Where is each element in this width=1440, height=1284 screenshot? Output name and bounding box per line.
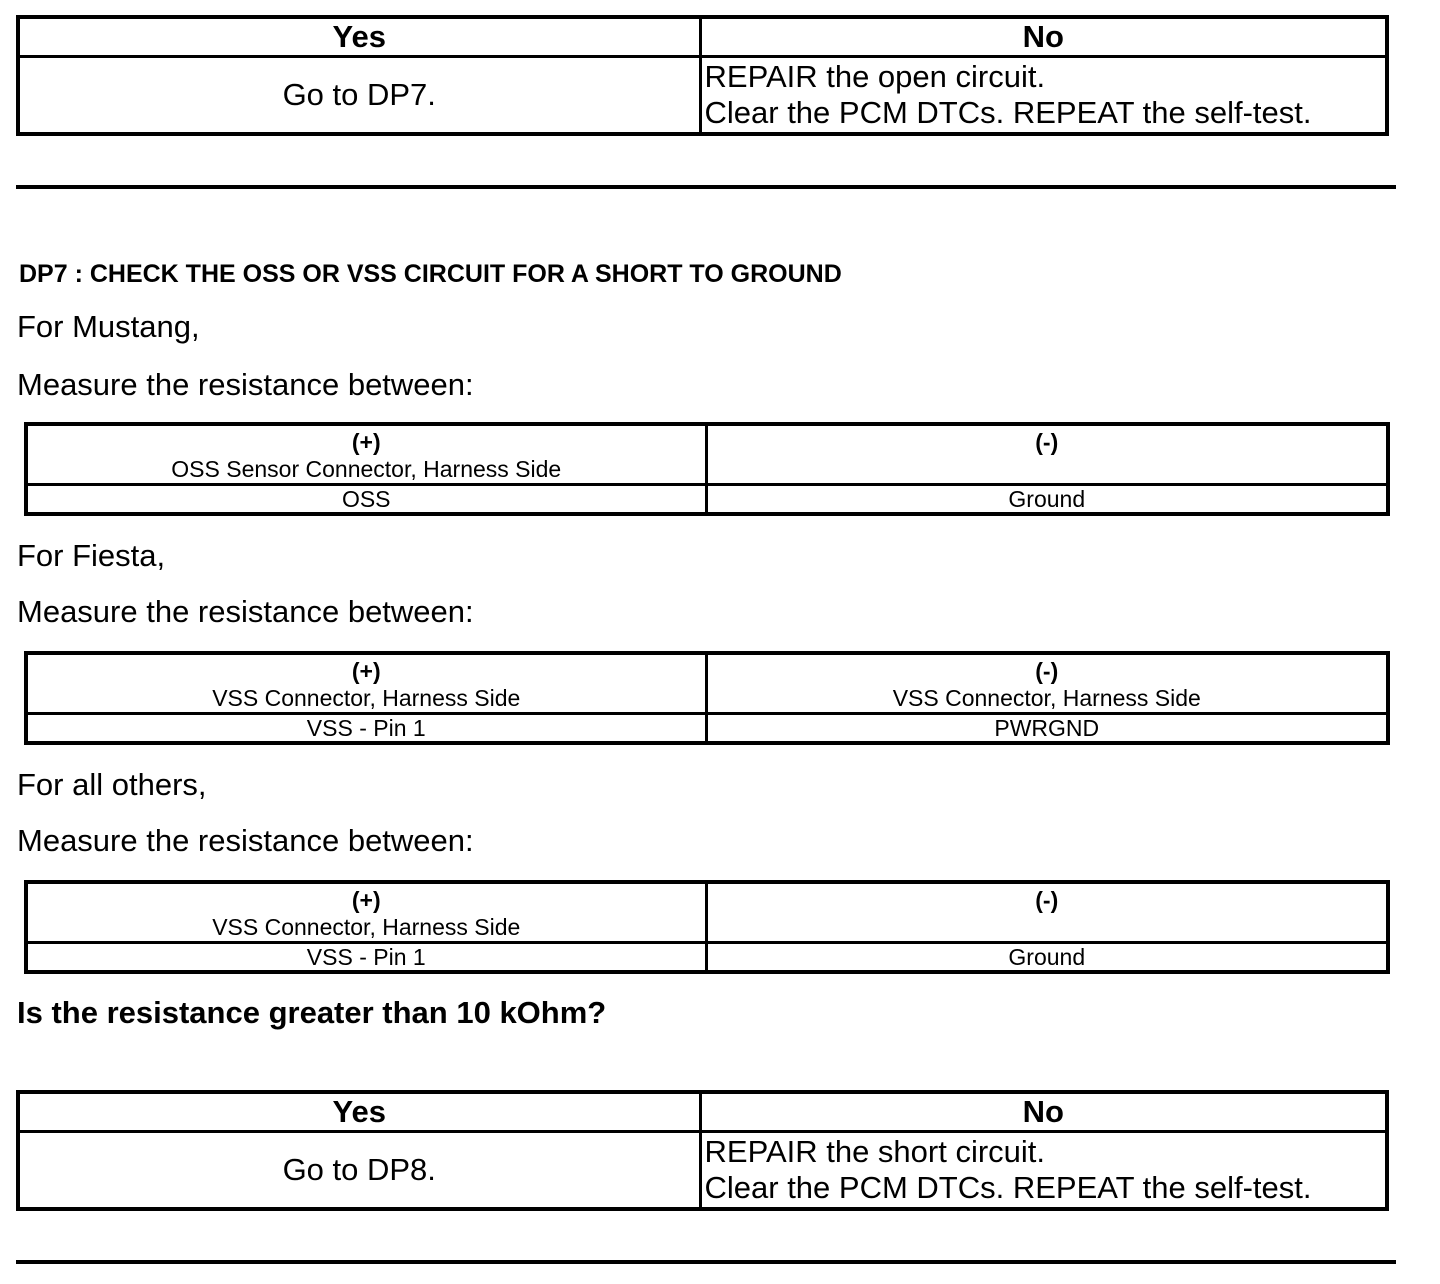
minus-connector: VSS Connector, Harness Side [892, 685, 1201, 711]
measurement-header-row [26, 424, 1388, 485]
no-action-line-2: Clear the PCM DTCs. REPEAT the self-test. [704, 1170, 1312, 1205]
no-header: No [700, 1092, 1387, 1132]
mustang-intro: For Mustang, [17, 309, 200, 344]
fiesta-measurement-table [24, 651, 1390, 745]
plus-probe-header [26, 653, 706, 714]
no-action-line-1: REPAIR the short circuit. [704, 1134, 1046, 1169]
plus-value: VSS - Pin 1 [26, 714, 706, 744]
minus-value: Ground [706, 485, 1388, 515]
plus-probe-header [26, 882, 706, 943]
minus-probe-header [706, 424, 1388, 485]
section-divider [16, 1260, 1396, 1264]
top-yes-no-table [16, 15, 1389, 136]
measurement-header-row [26, 653, 1388, 714]
plus-connector: VSS Connector, Harness Side [212, 685, 521, 711]
measurement-value-row [26, 485, 1388, 515]
table-row [18, 1132, 1387, 1210]
minus-label: (-) [1035, 658, 1059, 684]
measurement-value-row [26, 714, 1388, 744]
no-action [700, 57, 1387, 135]
minus-value: PWRGND [706, 714, 1388, 744]
yes-header: Yes [18, 17, 700, 57]
plus-label: (+) [351, 429, 381, 455]
plus-probe-header [26, 424, 706, 485]
bottom-yes-no-table [16, 1090, 1389, 1211]
minus-label: (-) [1035, 429, 1059, 455]
minus-probe-header [706, 653, 1388, 714]
plus-value: VSS - Pin 1 [26, 943, 706, 973]
plus-connector: OSS Sensor Connector, Harness Side [171, 456, 562, 482]
step-title: DP7 : CHECK THE OSS OR VSS CIRCUIT FOR A SHORT TO GROUND [19, 260, 842, 288]
minus-value: Ground [706, 943, 1388, 973]
fiesta-measure-text: Measure the resistance between: [17, 594, 474, 629]
section-divider [16, 185, 1396, 189]
no-action [700, 1132, 1387, 1210]
no-action-line-2: Clear the PCM DTCs. REPEAT the self-test. [704, 95, 1312, 130]
plus-label: (+) [351, 658, 381, 684]
mustang-measurement-table [24, 422, 1390, 516]
yes-action: Go to DP7. [18, 57, 700, 135]
fiesta-intro: For Fiesta, [17, 538, 166, 573]
question-text: Is the resistance greater than 10 kOhm? [17, 995, 607, 1030]
others-intro: For all others, [17, 767, 207, 802]
others-measurement-table [24, 880, 1390, 974]
plus-label: (+) [351, 887, 381, 913]
mustang-measure-text: Measure the resistance between: [17, 367, 474, 402]
table-row [18, 57, 1387, 135]
plus-connector: VSS Connector, Harness Side [212, 914, 521, 940]
table-header-row [18, 17, 1387, 57]
yes-action: Go to DP8. [18, 1132, 700, 1210]
no-action-line-1: REPAIR the open circuit. [704, 59, 1046, 94]
no-header: No [700, 17, 1387, 57]
measurement-value-row [26, 943, 1388, 973]
measurement-header-row [26, 882, 1388, 943]
yes-header: Yes [18, 1092, 700, 1132]
plus-value: OSS [26, 485, 706, 515]
minus-probe-header [706, 882, 1388, 943]
table-header-row [18, 1092, 1387, 1132]
minus-label: (-) [1035, 887, 1059, 913]
others-measure-text: Measure the resistance between: [17, 823, 474, 858]
